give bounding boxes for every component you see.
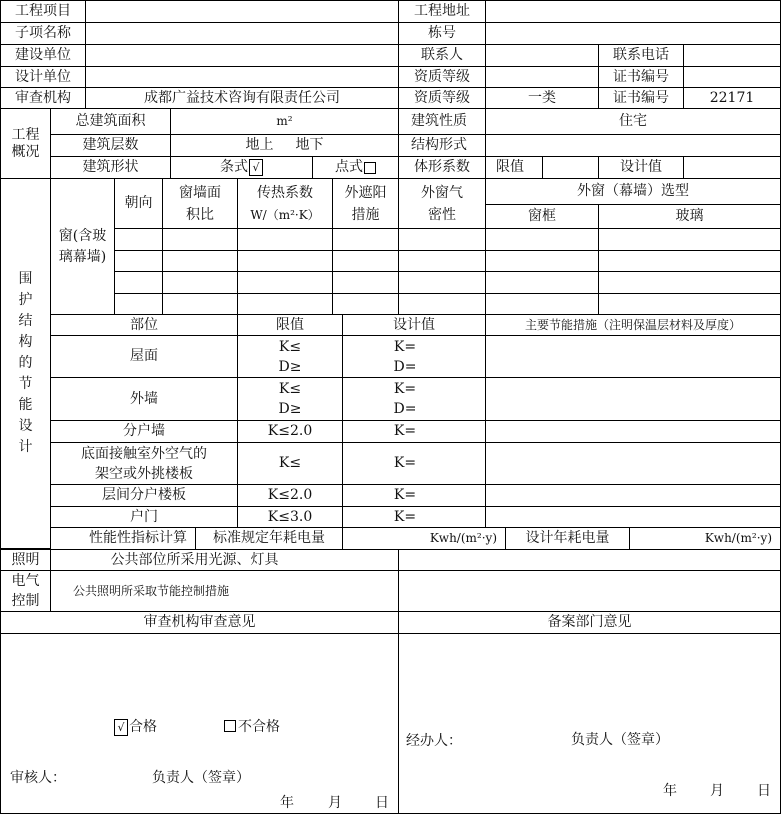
roof-design-d: D= (393, 358, 417, 375)
electric-label: 电气控制 (0, 570, 51, 612)
total-area-label: 总建筑面积 (50, 108, 171, 135)
review-org-label: 审查机构 (0, 87, 86, 109)
pass-checkbox[interactable]: √ (114, 719, 128, 736)
floors-below-label: 地下 (295, 137, 324, 154)
part-overhang-design[interactable]: K= (342, 442, 486, 485)
cell-heat-transfer[interactable] (237, 250, 333, 272)
structure-field[interactable] (485, 134, 781, 157)
shape-design-value-label: 设计值 (598, 156, 684, 179)
col-measures: 主要节能措施（注明保温层材料及厚度） (485, 314, 781, 336)
part-overhang-label (50, 442, 238, 485)
cell-heat-transfer[interactable] (237, 228, 333, 251)
col-heat-transfer (237, 178, 333, 229)
contact-person-label: 联系人 (398, 44, 486, 67)
design-unit-field[interactable] (85, 66, 399, 88)
part-wall-measures[interactable] (485, 377, 781, 421)
part-door-design[interactable]: K= (342, 506, 486, 528)
cell-glass[interactable] (598, 250, 781, 272)
record-date-month: 月 (710, 783, 724, 799)
building-no-field[interactable] (485, 22, 781, 45)
window-label: 窗(含玻璃幕墙) (50, 178, 115, 315)
review-qualification-field[interactable]: 一类 (485, 87, 599, 109)
wall-limit-k: K≤ (278, 381, 302, 397)
design-qualification-label: 资质等级 (398, 66, 486, 88)
sub-item-label: 子项名称 (0, 22, 86, 45)
shape-limit-label: 限值 (485, 156, 543, 179)
handler-label: 经办人： (406, 733, 462, 749)
record-date-year: 年 (663, 783, 677, 799)
cell-frame[interactable] (485, 250, 599, 272)
part-floor-slab-label: 层间分户楼板 (50, 484, 238, 507)
reviewer-label: 审核人： (10, 770, 66, 786)
col-shading: 外遮阳措施 (332, 178, 399, 229)
cell-orientation[interactable] (114, 250, 163, 272)
part-floor-slab-measures[interactable] (485, 484, 781, 507)
floors-field[interactable] (170, 134, 399, 157)
part-wall-limit[interactable] (237, 377, 343, 421)
part-wall-label: 外墙 (50, 377, 238, 421)
envelope-section-label: 围护结构的节能设计 (0, 178, 51, 549)
sub-item-field[interactable] (85, 22, 399, 45)
shape-strip-label: 条式 (220, 159, 248, 176)
review-qualification-label: 资质等级 (398, 87, 486, 109)
shape-strip-checkbox[interactable]: √ (249, 159, 263, 176)
record-responsible-label: 负责人（签章） (571, 732, 669, 748)
project-address-field[interactable] (485, 0, 781, 23)
record-date-day: 日 (757, 783, 771, 799)
review-certificate-field[interactable]: 22171 (683, 87, 781, 109)
design-certificate-label: 证书编号 (598, 66, 684, 88)
pass-label: 合格 (129, 719, 157, 735)
project-name-label: 工程项目 (0, 0, 86, 23)
cell-ratio[interactable] (162, 293, 238, 315)
col-limit: 限值 (237, 314, 343, 336)
review-responsible-label: 负责人（签章） (152, 770, 250, 786)
col-orientation: 朝向 (114, 178, 163, 229)
cell-ratio[interactable] (162, 228, 238, 251)
part-door-measures[interactable] (485, 506, 781, 528)
electric-measures-field[interactable] (398, 570, 781, 612)
floors-above-label: 地上 (245, 137, 274, 154)
shape-design-value-field[interactable] (683, 156, 781, 179)
cell-frame[interactable] (485, 293, 599, 315)
nature-field[interactable]: 住宅 (485, 108, 781, 135)
part-party-wall-design[interactable]: K= (342, 420, 486, 443)
construction-unit-field[interactable] (85, 44, 399, 67)
overhang-label-line2: 架空或外挑楼板 (95, 465, 193, 482)
review-date-year: 年 (280, 795, 294, 811)
cell-shading[interactable] (332, 271, 399, 294)
col-glass: 玻璃 (598, 204, 781, 229)
contact-person-field[interactable] (485, 44, 599, 67)
record-opinion-header: 备案部门意见 (398, 611, 781, 634)
cell-shading[interactable] (332, 293, 399, 315)
roof-design-k: K= (393, 338, 417, 355)
total-area-field[interactable]: m² (170, 108, 399, 135)
design-certificate-field[interactable] (683, 66, 781, 88)
heat-transfer-unit: W/（m²·K） (250, 207, 320, 222)
cell-airtightness[interactable] (398, 228, 486, 251)
col-window-selection: 外窗（幕墙）选型 (485, 178, 781, 205)
floors-label: 建筑层数 (50, 134, 171, 157)
cell-frame[interactable] (485, 228, 599, 251)
cell-glass[interactable] (598, 228, 781, 251)
part-wall-design[interactable] (342, 377, 486, 421)
wall-design-d: D= (393, 401, 417, 417)
overview-section-label: 工程概况 (0, 108, 51, 179)
review-org-field[interactable]: 成都广益技术咨询有限责任公司 (85, 87, 399, 109)
col-airtightness: 外窗气密性 (398, 178, 486, 229)
perf-label: 性能性指标计算 (50, 527, 196, 550)
lighting-source-label: 公共部位所采用光源、灯具 (50, 549, 399, 571)
part-roof-design[interactable] (342, 335, 486, 378)
wall-design-k: K= (393, 381, 417, 397)
part-floor-slab-design[interactable]: K= (342, 484, 486, 507)
project-name-field[interactable] (85, 0, 399, 23)
shape-point-checkbox[interactable] (364, 162, 376, 174)
part-party-wall-limit[interactable]: K≤2.0 (237, 420, 343, 443)
part-party-wall-measures[interactable] (485, 420, 781, 443)
perf-design-field[interactable]: Kwh/(m²·y) (629, 527, 781, 550)
review-date-month: 月 (328, 795, 342, 811)
cell-heat-transfer[interactable] (237, 271, 333, 294)
cell-airtightness[interactable] (398, 271, 486, 294)
cell-glass[interactable] (598, 293, 781, 315)
review-certificate-label: 证书编号 (598, 87, 684, 109)
cell-airtightness[interactable] (398, 250, 486, 272)
contact-phone-label: 联系电话 (598, 44, 684, 67)
wall-limit-d: D≥ (278, 401, 302, 417)
project-address-label: 工程地址 (398, 0, 486, 23)
col-window-wall-ratio: 窗墙面积比 (162, 178, 238, 229)
review-date-day: 日 (375, 795, 389, 811)
fail-option[interactable] (224, 716, 280, 736)
cell-ratio[interactable] (162, 271, 238, 294)
heat-transfer-label: 传热系数 (257, 184, 313, 201)
roof-limit-d: D≥ (278, 358, 302, 375)
cell-ratio[interactable] (162, 250, 238, 272)
part-roof-limit[interactable] (237, 335, 343, 378)
cell-orientation[interactable] (114, 271, 163, 294)
building-no-label: 栋号 (398, 22, 486, 45)
nature-label: 建筑性质 (398, 108, 486, 135)
review-opinion-header: 审查机构审查意见 (0, 611, 399, 634)
fail-checkbox[interactable] (224, 720, 236, 732)
perf-design-label: 设计年耗电量 (505, 527, 630, 550)
part-door-limit[interactable]: K≤3.0 (237, 506, 343, 528)
col-design: 设计值 (342, 314, 486, 336)
contact-phone-field[interactable] (683, 44, 781, 67)
perf-standard-label: 标准规定年耗电量 (195, 527, 343, 550)
cell-shading[interactable] (332, 228, 399, 251)
cell-glass[interactable] (598, 271, 781, 294)
cell-airtightness[interactable] (398, 293, 486, 315)
shape-point-option[interactable] (312, 156, 399, 179)
cell-orientation[interactable] (114, 293, 163, 315)
part-roof-label: 屋面 (50, 335, 238, 378)
electric-measures-label: 公共照明所采取节能控制措施 (50, 570, 399, 612)
construction-unit-label: 建设单位 (0, 44, 86, 67)
part-party-wall-label: 分户墙 (50, 420, 238, 443)
shape-strip-option[interactable] (170, 156, 313, 179)
part-floor-slab-limit[interactable]: K≤2.0 (237, 484, 343, 507)
lighting-label: 照明 (0, 549, 51, 571)
shape-point-label: 点式 (335, 159, 363, 176)
fail-label: 不合格 (238, 719, 280, 735)
cell-orientation[interactable] (114, 228, 163, 251)
part-door-label: 户门 (50, 506, 238, 528)
roof-limit-k: K≤ (278, 338, 302, 355)
col-part: 部位 (50, 314, 238, 336)
part-roof-measures[interactable] (485, 335, 781, 378)
design-qualification-field[interactable] (485, 66, 599, 88)
shape-limit-field[interactable] (542, 156, 599, 179)
cell-frame[interactable] (485, 271, 599, 294)
shape-label: 建筑形状 (50, 156, 171, 179)
design-unit-label: 设计单位 (0, 66, 86, 88)
part-overhang-measures[interactable] (485, 442, 781, 485)
perf-standard-field[interactable]: Kwh/(m²·y) (342, 527, 506, 550)
lighting-source-field[interactable] (398, 549, 781, 571)
cell-heat-transfer[interactable] (237, 293, 333, 315)
cell-shading[interactable] (332, 250, 399, 272)
overhang-label-line1: 底面接触室外空气的 (81, 445, 207, 462)
col-frame: 窗框 (485, 204, 599, 229)
pass-option[interactable] (113, 716, 157, 736)
structure-label: 结构形式 (398, 134, 486, 157)
part-overhang-limit[interactable]: K≤ (237, 442, 343, 485)
shape-coefficient-label: 体形系数 (398, 156, 486, 179)
